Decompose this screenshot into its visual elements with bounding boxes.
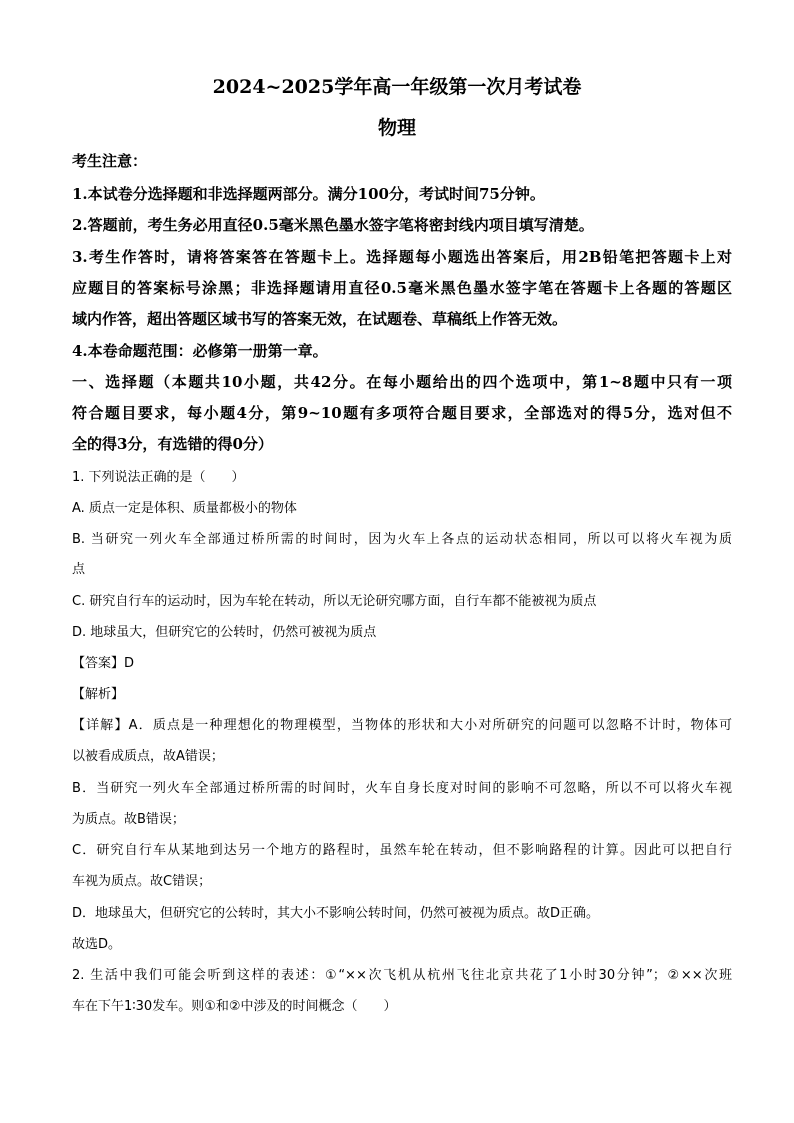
notice-heading: 考生注意： xyxy=(72,152,148,170)
question-2-stem-line-2: 车在下午1∶30发车。则①和②中涉及的时间概念（ ） xyxy=(72,999,397,1014)
question-1-explanation-b-line-2: 为质点。故B错误； xyxy=(72,812,185,827)
subject-title: 物理 xyxy=(377,117,416,139)
question-1-option-a: A. 质点一定是体积、质量都极小的物体 xyxy=(72,501,297,516)
notice-item-3-line-2: 应题目的答案标号涂黑；非选择题请用直径0.5毫米黑色墨水签字笔在答题卡上各题的答题区 xyxy=(72,279,732,297)
notice-item-3-line-1: 3.考生作答时，请将答案答在答题卡上。选择题每小题选出答案后，用2B铅笔把答题卡上对 xyxy=(72,248,732,266)
notice-item-3-line-3: 域内作答，超出答题区域书写的答案无效，在试题卷、草稿纸上作答无效。 xyxy=(72,310,568,328)
question-1-option-b-line-1: B. 当研究一列火车全部通过桥所需的时间时，因为火车上各点的运动状态相同，所以可以将火车视为质 xyxy=(72,532,732,547)
section-1-instructions-line-1: 一、选择题（本题共10小题，共42分。在每小题给出的四个选项中，第1~8题中只有一项 xyxy=(72,373,732,391)
question-1-explanation-d: D．地球虽大，但研究它的公转时，其大小不影响公转时间，仍然可被视为质点。故D正确。 xyxy=(72,906,600,921)
question-1-explanation-b-line-1: B．当研究一列火车全部通过桥所需的时间时，火车自身长度对时间的影响不可忽略，所以不可以将火车视 xyxy=(72,781,732,796)
question-1-explanation-a-line-2: 以被看成质点，故A错误； xyxy=(72,749,224,764)
question-1-explanation-c-line-1: C．研究自行车从某地到达另一个地方的路程时，虽然车轮在转动，但不影响路程的计算。因此可以把自行 xyxy=(72,843,732,858)
section-1-instructions-line-2: 符合题目要求，每小题4分，第9~10题有多项符合题目要求，全部选对的得5分，选对但不 xyxy=(72,404,732,422)
question-1-explanation-a-line-1: 【详解】A．质点是一种理想化的物理模型，当物体的形状和大小对所研究的问题可以忽略不计时，物体可 xyxy=(72,718,732,733)
notice-item-1: 1.本试卷分选择题和非选择题两部分。满分100分，考试时间75分钟。 xyxy=(72,185,545,203)
question-1-option-c: C. 研究自行车的运动时，因为车轮在转动，所以无论研究哪方面，自行车都不能被视为质点 xyxy=(72,594,597,609)
question-1-option-d: D. 地球虽大，但研究它的公转时，仍然可被视为质点 xyxy=(72,625,377,640)
question-1-stem: 1. 下列说法正确的是（ ） xyxy=(72,470,245,485)
question-1-option-b-line-2: 点 xyxy=(72,562,86,577)
notice-item-4: 4.本卷命题范围：必修第一册第一章。 xyxy=(72,342,328,360)
question-1-analysis-label: 【解析】 xyxy=(72,687,125,702)
notice-item-2: 2.答题前，考生务必用直径0.5毫米黑色墨水签字笔将密封线内项目填写清楚。 xyxy=(72,216,594,234)
section-1-instructions-line-3: 全的得3分，有选错的得0分） xyxy=(72,435,273,453)
exam-title: 2024~2025学年高一年级第一次月考试卷 xyxy=(212,76,582,98)
question-2-stem-line-1: 2. 生活中我们可能会听到这样的表述：①“××次飞机从杭州飞往北京共花了1小时30分钟”；②××次班 xyxy=(72,968,732,983)
question-1-answer: 【答案】D xyxy=(72,656,135,671)
question-1-explanation-c-line-2: 车视为质点。故C错误； xyxy=(72,874,212,889)
question-1-conclusion: 故选D。 xyxy=(72,937,122,952)
